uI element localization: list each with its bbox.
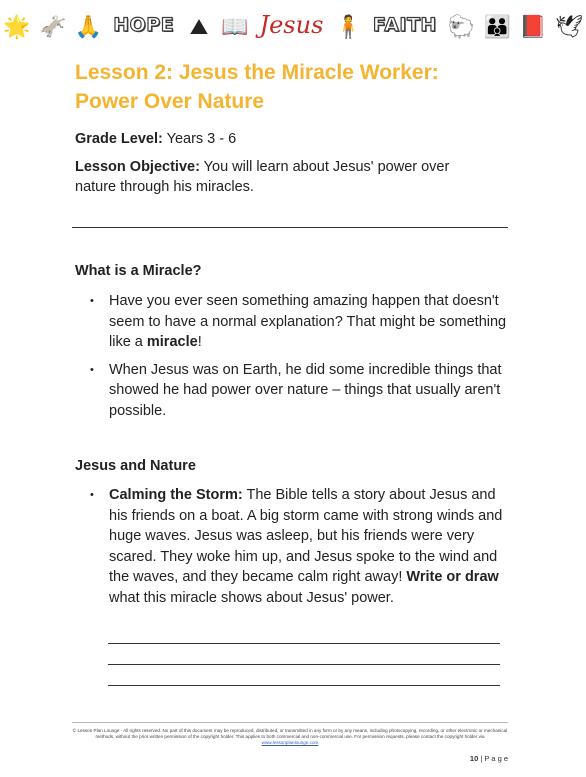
list-item [90, 291, 510, 353]
bullet-icon: • [90, 295, 94, 307]
lesson-objective-label: Lesson Objective: [75, 159, 200, 175]
footer-divider [72, 722, 508, 723]
page-label: | P a g e [478, 754, 508, 763]
lesson-objective-text: You will learn about Jesus' power over nature through his miracles. [75, 159, 450, 195]
bullet-icon: • [90, 489, 94, 501]
section-heading-nature: Jesus and Nature [75, 458, 196, 474]
bullet-icon: • [90, 363, 94, 376]
bullet-bold-text: miracle [146, 334, 198, 350]
tomb-icon: ⛰ [189, 14, 209, 39]
banner-word-jesus: Jesus [259, 11, 324, 39]
list-item [90, 360, 510, 422]
writing-line-1[interactable] [108, 643, 500, 644]
donkey-icon: 🫏 [39, 14, 67, 39]
grade-level-value: Years 3 - 6 [162, 131, 237, 147]
miracle-bullet-list [90, 291, 510, 428]
bullet-text: Have you ever seen something amazing happen that doesn't seem to have a normal explanation? That might be something like a [109, 293, 507, 350]
holy-bible-icon: 📕 [519, 14, 547, 39]
writing-line-3[interactable] [108, 685, 500, 686]
footer-copyright [72, 728, 508, 746]
grade-level [75, 129, 515, 149]
lesson-title [75, 58, 525, 116]
dove-icon: 🕊 [554, 14, 583, 39]
page-number-value: 10 [469, 754, 479, 763]
bullet-bold-text: Write or draw [406, 569, 499, 585]
header-banner [4, 6, 582, 44]
lamb-icon: 🐑 [447, 14, 476, 39]
section-heading-miracle: What is a Miracle? [75, 263, 202, 279]
bullet-text: The Bible tells a story about Jesus and his friends on a boat. A big storm came with strong winds and huge waves. Jesus was asleep, but his friends were very scared. They woke him up, and Jesus spoke to the wind and the waves, and they became calm right away! [109, 487, 503, 585]
writing-line-2[interactable] [108, 664, 500, 665]
praying-family-icon: 🙏 [74, 14, 103, 39]
copyright-text: © Lesson Plan Lounge - All rights reserved. No part of this document may be reproduced, distributed, or transmitted in any form or by any means, including photocopying, recording, or other electronic or mechanical methods, without the prior written permission of the copyright holder. This applies to both commercial and non-commercial use. For permission requests, please contact the copyright holder via [72, 728, 508, 739]
bullet-text-end: ! [197, 334, 202, 350]
banner-word-faith: FAITH [372, 14, 437, 36]
nature-bullet-list [90, 485, 510, 615]
bullet-text-end: what this miracle shows about Jesus' power. [109, 589, 394, 606]
list-item [90, 485, 510, 608]
page-number [470, 754, 508, 763]
bullet-text: When Jesus was on Earth, he did some incredible things that showed he had power over nature – things that usually aren't possible. [109, 361, 502, 419]
jesus-with-children-icon: 👪 [483, 14, 512, 39]
bible-cross-icon: 📖 [221, 14, 249, 39]
website-link[interactable]: www.lessonplanlounge.com [261, 740, 319, 745]
jesus-figure-icon: 🧍 [334, 14, 362, 39]
bullet-bold-label: Calming the Storm: [109, 487, 243, 503]
section-divider [72, 227, 508, 228]
lesson-objective [75, 157, 490, 197]
lesson-title-line-1: Lesson 2: Jesus the Miracle Worker: [75, 61, 439, 84]
nativity-icon: 🌟 [3, 14, 31, 39]
grade-level-label: Grade Level: [75, 131, 163, 147]
lesson-title-line-2: Power Over Nature [75, 90, 265, 113]
banner-word-hope: HOPE [113, 14, 175, 36]
